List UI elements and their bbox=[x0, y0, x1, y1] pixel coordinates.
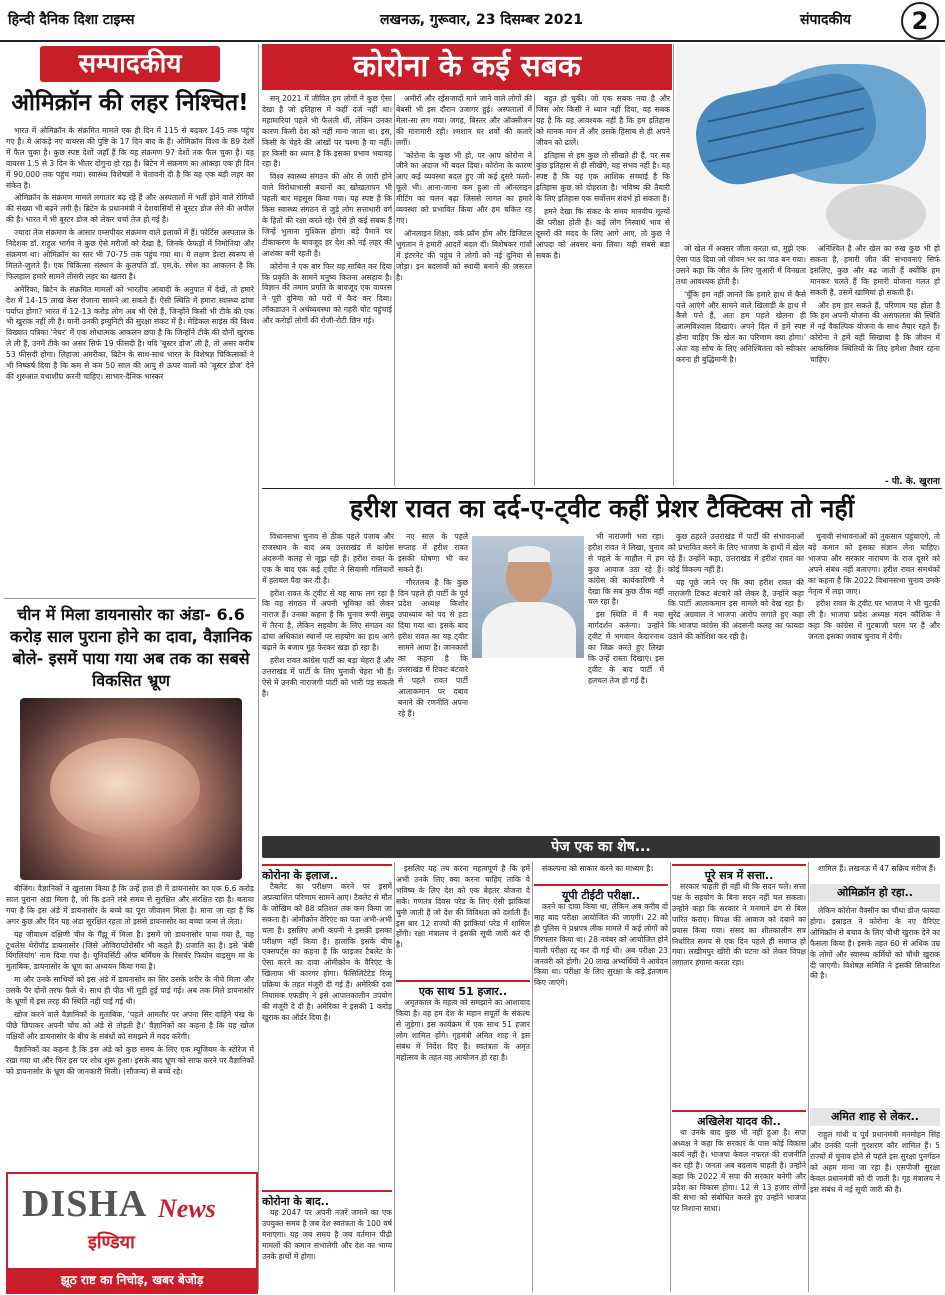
logo-news: News bbox=[158, 1194, 216, 1223]
story-title-amit-shah: अमित शाह से लेकर.. bbox=[810, 1108, 940, 1126]
column-rule bbox=[808, 862, 809, 1292]
logo-india: इण्डिया bbox=[88, 1232, 135, 1253]
rawat-para: हरीश रावत के ट्वीट पर भाजपा ने भी चुटकी ली है। भाजपा प्रदेश अध्यक्ष मदन कौशिक ने कहा कि कांग्रेस में गुटबाजी चरम पर है और जनता इसका जवाब चुनाव में देगी। bbox=[808, 599, 940, 642]
column-divider bbox=[258, 44, 259, 1290]
logo-name: DISHA bbox=[22, 1183, 148, 1225]
dinosaur-embryo-photo bbox=[20, 698, 242, 880]
story-para: सरकार चाहती ही नहीं थी कि सदन चले। सत्ता पक्ष के सहयोग के बिना सदन नहीं चल सकता। उन्होंने कहा कि सरकार ने मनमाने ढंग से बिल पारित कराए। विपक्ष की आवाज को दबाने का प्रयास किया गया। संसद का शीतकालीन सत्र निर्धारित समय से एक दिन पहले ही समाप्त हो गया। लखीमपुर खीरी की घटना को लेकर विपक्ष लगातार हंगामा करता रहा। bbox=[672, 882, 806, 968]
rawat-col-5 bbox=[808, 532, 940, 832]
editorial-body bbox=[6, 126, 254, 596]
editorial-banner: सम्पादकीय bbox=[40, 46, 220, 82]
rawat-col-4 bbox=[668, 532, 804, 832]
story-sansad bbox=[672, 882, 806, 1102]
story-up-tet bbox=[534, 902, 668, 1292]
section-label: संपादकीय bbox=[800, 12, 851, 28]
mask-illustration bbox=[676, 44, 940, 240]
dateline: लखनऊ, गुरूवार, 23 दिसम्बर 2021 bbox=[380, 12, 583, 28]
story-ek-saath bbox=[396, 998, 530, 1292]
editorial-para: भारत में ओमिक्रॉन के संक्रमित मामले एक ही दिन में 115 से बढ़कर 145 तक पहुंच गए हैं। ये आंकड़े नए वायरस की पुष्टि के 17 दिन बाद के हैं। ओमिक्रॉन विश्व के 89 देशों में फैल चुका है। कुछ स्पष्ट देशों जहाँ हैं कि यह संक्रमण 97 देशों तक फैल चुका है। यह वायरस 1.5 से 3 दिन के भीतर दोगुना हो रहा है। ब्रिटेन में संक्रमण का आंकड़ा एक ही दिन में 90,000 तक पहुंच गया। स्वास्थ्य विशेषज्ञों ने चेतावनी दी है कि यह एक बड़ी लहर का संकेत है। bbox=[6, 126, 254, 190]
story-title-corona-ilaaj: कोरोना के इलाज.. bbox=[262, 864, 392, 883]
corona-para: बहुत हो चुकी। जो एक सबक नया है और जिस ओर किसी ने ध्यान नहीं दिया, वह सबक यह है कि यह आवश्यक नहीं है कि हम इतिहास को मानक मान लें और उसके हिसाब से ही अपने जीवन को ढालें। bbox=[536, 94, 670, 147]
corona-para: हमने देखा कि संकट के समय मानवीय मूल्यों की परीक्षा होती है। कई लोग निस्वार्थ भाव से दूसरों की मदद के लिए आगे आए, तो कुछ ने आपदा को अवसर बना लिया। यही सबसे बड़ा सबक है। bbox=[536, 207, 670, 260]
story-amit-shah bbox=[810, 1130, 940, 1292]
story-col5-top bbox=[810, 864, 940, 878]
story-title-akhilesh: अखिलेश यादव की.. bbox=[672, 1110, 806, 1129]
dino-headline: चीन में मिला डायनासोर का अंडा- 6.6 करोड़ साल पुराना होने का दावा, वैज्ञानिक बोले- इसमें पाया गया अब तक का सबसे विकसित भ्रूण bbox=[10, 605, 252, 690]
story-omicron-hai bbox=[810, 906, 940, 1102]
corona-para: सन् 2021 में जीवित हम लोगों ने कुछ ऐसा देखा है जो इतिहास में कहीं दर्ज नहीं था। महामारियां पहले भी फैलती थीं, लेकिन उनका कारण किसी देश को नहीं माना जाता था। इस, किसी के चेहरे की आंखों पर चश्मा है या नहीं। हर किसी का ध्यान है कि इसका प्रभाव भयावह रहा है। bbox=[262, 94, 392, 169]
story-title-ek-saath: एक साथ 51 हजार.. bbox=[396, 980, 530, 999]
corona-col-3 bbox=[536, 94, 670, 486]
rawat-para: नए साल के पहले सप्ताह में हरीश रावत इसकी घोषणा भी कर सकते हैं। bbox=[398, 532, 468, 574]
story-para: अमृतकाल के महत्व को समझाने का आशावाद किया है। वह हम देश के महान सपूतों के संकल्प से जुड़ेगा। इस कार्यक्रम में एक साथ 51 हजार लोग शामिल होंगे। गृहमंत्री अमित शाह ने इस संबंध में निर्देश दिए हैं। स्वतंत्रता के अमृत महोत्सव के तहत यह आयोजन हो रहा है। bbox=[396, 998, 530, 1062]
paper-name: हिन्दी दैनिक दिशा टाइम्स bbox=[8, 12, 135, 28]
divider bbox=[262, 488, 942, 489]
corona-para: विश्व स्वास्थ्य संगठन की ओर से जारी होने वाले विरोधाभासी बयानों का खोखलापन भी पहली बार महसूस किया गया। यह स्पष्ट है कि किस स्वास्थ्य संगठन से जुड़े लोग सत्ताधारी वर्ग के हितों की रक्षा करते रहे। ऐसे ही कई सबक हैं जिन्हें भुलाना मुश्किल होगा। बड़े पैमाने पर टीकाकरण के बावजूद हर देश को नई लहर की आशंका बनी रहती है। bbox=[262, 172, 392, 258]
story-title-sansad: पूरे सत्र में सत्ता.. bbox=[672, 864, 806, 883]
corona-para: और हम हार सकते हैं, परिणाम यह होता है कि हम अपनी योजना की असफलता की स्थिति में नई वैकल्पिक योजना के साथ तैयार रहते हैं। कोरोना ने हमें यही सिखाया है कि जीवन में आकस्मिक स्थितियों के लिए हमेशा तैयार रहना चाहिए। bbox=[810, 300, 940, 365]
story-corona-ilaaj bbox=[262, 882, 392, 1184]
story-para: संकल्पना को साकार करने का माध्यम है। bbox=[542, 864, 654, 873]
column-rule bbox=[670, 862, 671, 1292]
dino-para: वैज्ञानिकों का कहना है कि इस अंडे को कुछ समय के लिए एक म्यूजियम के स्टोरेज में रखा गया था और फिर इस पर शोध शुरू हुआ। इसके बाद भ्रूण को साफ करने पर वैज्ञानिकों को डायनासोर के भ्रूण की जानकारी मिली। (सौजन्य) से बच्चे रहे। bbox=[6, 1044, 254, 1076]
story-para: यह 2047 पर अपनी नजरें जमाने का एक उपयुक्त समय है जब देश स्वतंत्रता के 100 वर्ष मनाएगा। यह जब समय है जब वर्तमान पीढ़ी मामलों की कमान संभालेगी और देश का भाग्य उनके हाथों में होगा। bbox=[262, 1208, 392, 1261]
story-title-corona-baad: कोरोना के बाद.. bbox=[262, 1190, 392, 1209]
editorial-para: अमेरिका, ब्रिटेन के संक्रमित मामलों को भारतीय आबादी के अनुपात में देखें, तो हमारे देश में 14-15 लाख केस रोजाना सामने आ सकते हैं। ऐसी स्थिति में हमारा स्वास्थ्य ढांचा पर्याप्त होगा? भारत में 12-13 करोड़ लोग अब भी ऐसे हैं, जिन्होंने किसी भी टीके की एक भी खुराक नहीं ली है। यानी उनकी इम्युनिटी की सुरक्षा संकट में है। मेडिकल साइंस की विश्व विख्यात पत्रिका 'नेचर' में एक शोधात्मक आकलन छपा है कि जिन्होंने टीके की दोनों खुराक ले ली हैं, उनमें टीके का असर सिर्फ 19 फीसदी है। यदि 'बूस्टर डोज' ली है, तो असर करीब 53 फीसदी होगा। लिहाजा अमरीका, ब्रिटेन के साथ-साथ भारत के विशेषज्ञ चिकित्सकों ने भी निष्कर्ष दिया है कि कम से कम 50 साल की आयु से ऊपर वालों को 'बूस्टर डोज' देने की शुरुआत यथाशीघ्र करनी चाहिए। साभार-दैनिक भास्कर bbox=[6, 284, 254, 381]
rawat-para: इस स्थिति में मैं नया मार्गदर्शन करूंगा। उन्होंने ट्वीट में भगवान केदारनाथ का जिक्र करते हुए लिखा कि उन्हें रास्ता दिखाएं। इस ट्वीट के बाद पार्टी में हलचल तेज हो गई है। bbox=[588, 610, 664, 685]
story-corona-baad bbox=[262, 1208, 392, 1292]
story-title-omicron-hai: ओमिक्रॉन हो रहा.. bbox=[810, 884, 940, 902]
story-col2-top bbox=[396, 864, 530, 974]
corona-para: ऑनलाइन शिक्षा, वर्क फ्रॉम होम और डिजिटल भुगतान ने हमारी आदतें बदल दीं। विशेषकर गांवों में इंटरनेट की पहुंच ने लोगों को नई दुनिया से जोड़ा। इन बदलावों को स्थायी बनाने की जरूरत है। bbox=[396, 228, 532, 282]
corona-para: 'कोरोना के कुछ भी हो, पर आप कोरोना ने जीने का अंदाज भी बदल दिया। कोरोना के कारण आए कई व्यवस्था बदल हुए जो कई दुसरे फलो-फूले भी। आना-जाना कम हुआ तो ऑनलाइन मीटिंग का चलन बढ़ा जिससे लागत का हमारे व्यवस्था को प्रभावित किया और हम चकित रह गए। bbox=[396, 150, 532, 225]
dino-para: मा और उनके साथियों को इस अंडे में डायनासोर का सिर उसके शरीर के नीचे मिला और उसके पैर दोनों तरफ फैले थे। साथ ही पीठ भी मुड़ी हुई पाई गई। अब तक मिले डायनासोर के भ्रूणों में इस तरह की स्थिति नहीं पाई गई थी। bbox=[6, 975, 254, 1007]
rawat-para: हरीश रावत के ट्वीट से यह साफ लग रहा है कि वह संगठन में अपनी भूमिका को लेकर नाराज हैं। उनका कहना है कि चुनाव रूपी समुद्र में तैरना है, लेकिन सहयोग के लिए संगठन का ढांचा अधिकांश स्थानों पर सहयोग का हाथ आगे बढ़ाने के बजाय मुंह फेरकर खड़ा हो रहा है। bbox=[262, 588, 394, 653]
harish-rawat-photo bbox=[472, 536, 584, 658]
corona-para: 'चूँकि हम नहीं जानते कि हमारे हाथ में कैसे पत्ते आएंगे और सामने वाले खिलाड़ी के हाथ में कैसे पत्ते हैं, अतः हम पहले खेलना ही आत्मविश्वास दिखाएं। अपने दिल में हमें स्पष्ट होना चाहिए कि खेल का परिणाम क्या होगा।' अंतः यह सोच के लिए अनिश्चितता को स्वीकार करना ही बुद्धिमानी है। bbox=[676, 289, 806, 365]
story-title-up-tet: यूपी टीईटी परीक्षा.. bbox=[534, 884, 668, 903]
rawat-para: विधानसभा चुनाव से ठीक पहले पंजाब और राजस्थान के बाद अब उत्तराखंड में कांग्रेस अंदरूनी कलह से जूझ रही है। हरीश रावत के एक के बाद एक कई ट्वीट ने सियासी गलियारों में हलचल पैदा कर दी है। bbox=[262, 532, 394, 585]
story-para: लेकिन कोरोना वैक्सीन का चौथा डोज फायदा होगा। इस्राइल ने कोरोना के नए वैरिएंट ओमिक्रॉन से बचाव के लिए चौथी खुराक देने का फैसला किया है। इसके तहत 60 से अधिक उम्र के लोगों और स्वास्थ्य कर्मियों को चौथी खुराक दी जाएगी। विशेषज्ञ समिति ने इसकी सिफारिश की है। bbox=[810, 906, 940, 981]
editorial-para: ज्यादा तेज संक्रमण के आसार एम्सपीयर संक्रमण वाले इलाकों में हैं। फोर्टिस अस्पताल के निदेशक डॉ. राहुल भार्गव ने कुछ ऐसे मरीजों को देखा है, जिनके फेफड़ों में निमोनिया और संक्रमण था। ओमिक्रॉन का स्तर भी 70-75 तक पहुंच गया था। ये लक्षण डेल्टा स्वरूप से मिलते-जुलते हैं। एक चिकित्सा संस्थान के कुलपति डॉ. एम.के. रमेश का आकलन है कि फिलहाल हमारे सामने तीसरी लहर का खतरा है। bbox=[6, 228, 254, 281]
rawat-para: भी नाराजगी भरा रहा। हरीश रावत ने लिखा, चुनाव से पहले के माहौल में हम कुछ आवाज उठा रहे हैं। कांग्रेस की कार्यकारिणी ने देखा कि सब कुछ ठीक नहीं चल रहा है। bbox=[588, 532, 664, 607]
column-rule bbox=[394, 94, 395, 486]
column-rule bbox=[534, 94, 535, 486]
divider bbox=[4, 598, 256, 599]
story-para: करने का दावा किया था, लेकिन अब करीब दो माह बाद परीक्षा आयोजित की जाएगी। 22 को ही पुलिस ने प्रश्नपत्र लीक मामले में कई लोगों को गिरफ्तार किया था। 28 नवंबर को आयोजित होने वाली परीक्षा रद्द कर दी गई थी। अब परीक्षा 23 जनवरी को होगी। 20 लाख अभ्यर्थियों ने आवेदन किया था। परीक्षा के लिए सुरक्षा के कड़े इंतजाम किए जाएंगे। bbox=[534, 902, 668, 988]
masthead bbox=[0, 0, 945, 42]
rawat-para: चुनावी संभावनाओं को नुकसान पहुंचाएंगे, तो बड़े कमान को इसका संज्ञान लेना चाहिए। भाजपा और सरकार नारायण के राज दूसरे को अपने संबंध नहीं बताएगा। हरीश रावत समर्थकों का कहना है कि 2022 विधानसभा चुनाव उनके नेतृत्व में लड़ा जाए। bbox=[808, 532, 940, 596]
story-para: टैबलेट का परीक्षण करने पर इसमें अप्रत्याशित परिणाम सामने आए। टैबलेट से मौत के जोखिम को 88 प्रतिशत तक कम किया जा सकता है। ओमीक्रोन वेरिएंट का पता अभी-अभी चला है। इसलिए अभी कंपनी ने इसकी इसका परीक्षण नहीं किया है। हालांकि इसके बीच एक्सपर्ट्स का कहना है कि फाइजर टैबलेट के ऐसा करने का दावा ओमीक्रोन के वैरिएंट के खिलाफ भी कारगर होगा। फैसिलिटेटेड रिव्यू प्रक्रिया के तहत मंजूरी दी गई है। अमेरिकी दवा नियामक एफडीए ने इसे आपातकालीन उपयोग की मंजूरी दे दी है। अमेरिका ने इसकी 1 करोड़ खुराक का ऑर्डर दिया है। bbox=[262, 882, 392, 1022]
dino-para: खोज करने वाले वैज्ञानिकों के मुताबिक, 'पहले आमतौर पर अपना सिर दाहिने पंख के पीछे छिपाकर अपनी चोंच को अंडे से तोड़ती है।' वैज्ञानिकों का कहना है कि यह खोज पक्षियों और डायनासोर के बीच के संबंधों को समझने में मदद करेगी। bbox=[6, 1009, 254, 1041]
rawat-col-1 bbox=[262, 532, 394, 832]
editorial-headline: ओमिक्रॉन की लहर निश्चित! bbox=[11, 90, 249, 116]
corona-author: - पी. के. खुराना bbox=[884, 477, 940, 487]
column-rule bbox=[394, 862, 395, 1292]
story-para: शामिल हैं। लखनऊ में 47 सक्रिय मरीज हैं। bbox=[818, 864, 936, 873]
rawat-para: हरीश रावत कांग्रेस पार्टी का बड़ा चेहरा हैं और उत्तराखंड में पार्टी के लिए चुनावी चेहरा भी हैं। ऐसे में उनकी नाराजगी पार्टी को भारी पड़ सकती है। bbox=[262, 655, 394, 698]
dino-body bbox=[6, 884, 254, 1166]
corona-col-2 bbox=[396, 94, 532, 486]
story-para: था उनके बाद कुछ भी नहीं हुआ है। सपा अध्यक्ष ने कहा कि सरकार के पास कोई विकास कार्य नहीं है। भाजपा केवल नफरत की राजनीति कर रही है। जनता अब बदलाव चाहती है। उन्होंने कहा कि 2022 में सपा की सरकार बनेगी और प्रदेश का विकास होगा। 12 से 13 हजार लोगों की सभा को संबोधित करते हुए उन्होंने भाजपा पर निशाना साधा। bbox=[672, 1128, 806, 1214]
rawat-para: कुछ ठहरते उत्तराखंड में पार्टी की संभावनाओं को प्रभावित करने के लिए भाजपा के हाथों में खेल रहे हैं। उन्होंने कहा, उत्तराखंड में हरीश रावत का कोई विकल्प नहीं है। bbox=[668, 532, 804, 574]
column-rule bbox=[673, 44, 674, 486]
editorial-para: ओमिक्रॉन के संक्रमण मामले लगातार बढ़ रहे हैं और अस्पतालों में भर्ती होने वाले रोगियों की संख्या भी बढ़ने लगी है। ब्रिटेन के प्रधानमंत्री ने देशवासियों से बूस्टर डोज लेने की अपील की है। भारत में भी बूस्टर डोज को लेकर चर्चा तेज हो गई है। bbox=[6, 193, 254, 225]
corona-para: कोरोना ने एक बार फिर यह साबित कर दिया कि प्रकृति के सामने मनुष्य कितना असहाय है। विज्ञान की तमाम प्रगति के बावजूद एक वायरस ने पूरी दुनिया को घरों में कैद कर दिया। लॉकडाउन ने अर्थव्यवस्था को गहरी चोट पहुंचाई और करोड़ों लोगों की रोजी-रोटी छिन गई। bbox=[262, 261, 392, 326]
logo-tagline: झूठ राष्ट का निचोड़, खबर बेजोड़ bbox=[8, 1268, 256, 1292]
corona-col-1 bbox=[262, 94, 392, 486]
rawat-col-3 bbox=[588, 532, 664, 832]
page-number: 2 bbox=[901, 2, 939, 40]
disha-news-logo bbox=[6, 1172, 258, 1294]
rawat-headline: हरीश रावत का दर्द-ए-ट्वीट कहीं प्रेशर टैक्टिक्स तो नहीं bbox=[349, 494, 855, 523]
corona-headline: कोरोना के कई सबक bbox=[262, 44, 672, 90]
corona-col-5 bbox=[810, 244, 940, 474]
rawat-col-2 bbox=[398, 532, 468, 832]
story-akhilesh bbox=[672, 1128, 806, 1292]
corona-col-4 bbox=[676, 244, 806, 486]
story-para: इसलिए यह तय करना महत्वपूर्ण है कि हमें अभी उनके लिए क्या करना चाहिए ताकि वे भविष्य के लिए देश को एक बेहतर योजना दे सकें। गणतंत्र दिवस परेड के लिए ऐसी झांकियां चुनी जाती हैं जो देश की विविधता को दर्शाती हैं। इस बार 12 राज्यों की झांकियां परेड में शामिल होंगी। रक्षा मंत्रालय ने इसकी सूची जारी कर दी है। bbox=[396, 864, 530, 950]
rawat-para: गौरतलब है कि कुछ दिन पहले ही पार्टी के पूर्व प्रदेश अध्यक्ष किशोर उपाध्याय को पद से हटा दिया गया था। इसके बाद हरीश रावत का यह ट्वीट सामने आया है। जानकारों का कहना है कि उत्तराखंड में टिकट बंटवारे से पहले रावत पार्टी आलाकमान पर दबाव बनाने की रणनीति अपना रहे हैं। bbox=[398, 577, 468, 718]
dino-para: यह जीवाश्म दक्षिणी चीन के गैंझू में मिला है। इसमें जो डायनासोर पाया गया है, वह टूथलेस थेरोपॉड डायनासोर (जिसे ओविराप्टोरोसौर भी कहते हैं) प्रजाति का है। इसे 'बेबी यिंगलियांग' नाम दिया गया है। यूनिवर्सिटी ऑफ बर्मिंघम के रिसर्चर फियोन वाइसुम मा के मुताबिक, डायनासोर के भ्रूण का अध्ययन किया गया है। bbox=[6, 929, 254, 972]
dino-para: बीजिंग। वैज्ञानिकों ने खुलासा किया है कि उन्हें हाल ही में डायनासोर का एक 6.6 करोड़ साल पुराना अंडा मिला है, जो कि इतने लंबे समय से सुरक्षित और संरक्षित रहा है। बताया गया है कि इस अंडे में डायनासोर के बच्चे का पूरा जीवाश्म मिला है। माना जा रहा है कि अगर कुछ और दिन यह अंडा सुरक्षित रहता तो इससे डायनासोर का बच्चा जन्म ले लेता। bbox=[6, 884, 254, 926]
corona-para: अनिश्चित है और खेल का रुख कुछ भी हो सकता है, हमारी जीत की संभावनाएं सिर्फ इसलिए, कुछ और बढ़ जाती हैं क्योंकि हम मानकर चलते हैं कि हमारी योजना गलत हो सकती है, उसमें खामियां हो सकती हैं। bbox=[810, 244, 940, 297]
column-rule bbox=[532, 862, 533, 1292]
continued-strip: पेज एक का शेष... bbox=[262, 836, 940, 858]
story-para: राहुल गांधी व पूर्व प्रधानमंत्री मनमोहन सिंह और उनकी पत्नी गुरशरण कौर शामिल हैं। 5 राज्यों में चुनाव होने से पहले इस सुरक्षा पुनर्गठन को अहम माना जा रहा है। एसपीजी सुरक्षा केवल प्रधानमंत्री को दी जाती है। गृह मंत्रालय ने इस संबंध में नई सूची जारी की है। bbox=[810, 1130, 940, 1194]
corona-para: जो खेल में अक्सर जीता करता था, मुझे एक ऐसा पाठ दिया जो जीवन भर का पाठ बन गया। उसने कहा कि जीत के लिए जुआरी में विनम्रता तथा आवश्यक होती है। bbox=[676, 244, 806, 286]
corona-para: अमीरों और रईसजादों माने जाने वाले लोगों की बेबसी भी इस दौरान उजागर हुई। अस्पतालों में मेला-सा लग गया। जगह, बिस्तर और ऑक्सीजन की मारामारी रही। श्मशान घर शवों की कतारें लगीं। bbox=[396, 94, 532, 147]
story-col3-top bbox=[534, 864, 668, 878]
rawat-para: यह पूछे जाने पर कि क्या हरीश रावत की नाराजगी टिकट बंटवारे को लेकर है, उन्होंने कहा कि पार्टी आलाकमान इस मामले को देख रहा है। सुरेंद्र अग्रवाल ने भाजपा आरोप लगाते हुए कहा कि भाजपा कांग्रेस की अंदरूनी कलह का फायदा उठाने की कोशिश कर रही है। bbox=[668, 577, 804, 642]
corona-para: इतिहास से हम कुछ तो सीखते ही हैं, पर सब कुछ इतिहास से ही सीखेंगे, यह संभव नहीं है। यह स्पष्ट है कि यह एक आशिक सच्चाई है कि इतिहास कुछ को दोहराता है। भविष्य की तैयारी के लिए इतिहास एक सर्वोत्तम संदर्भ हो सकता है। bbox=[536, 150, 670, 204]
